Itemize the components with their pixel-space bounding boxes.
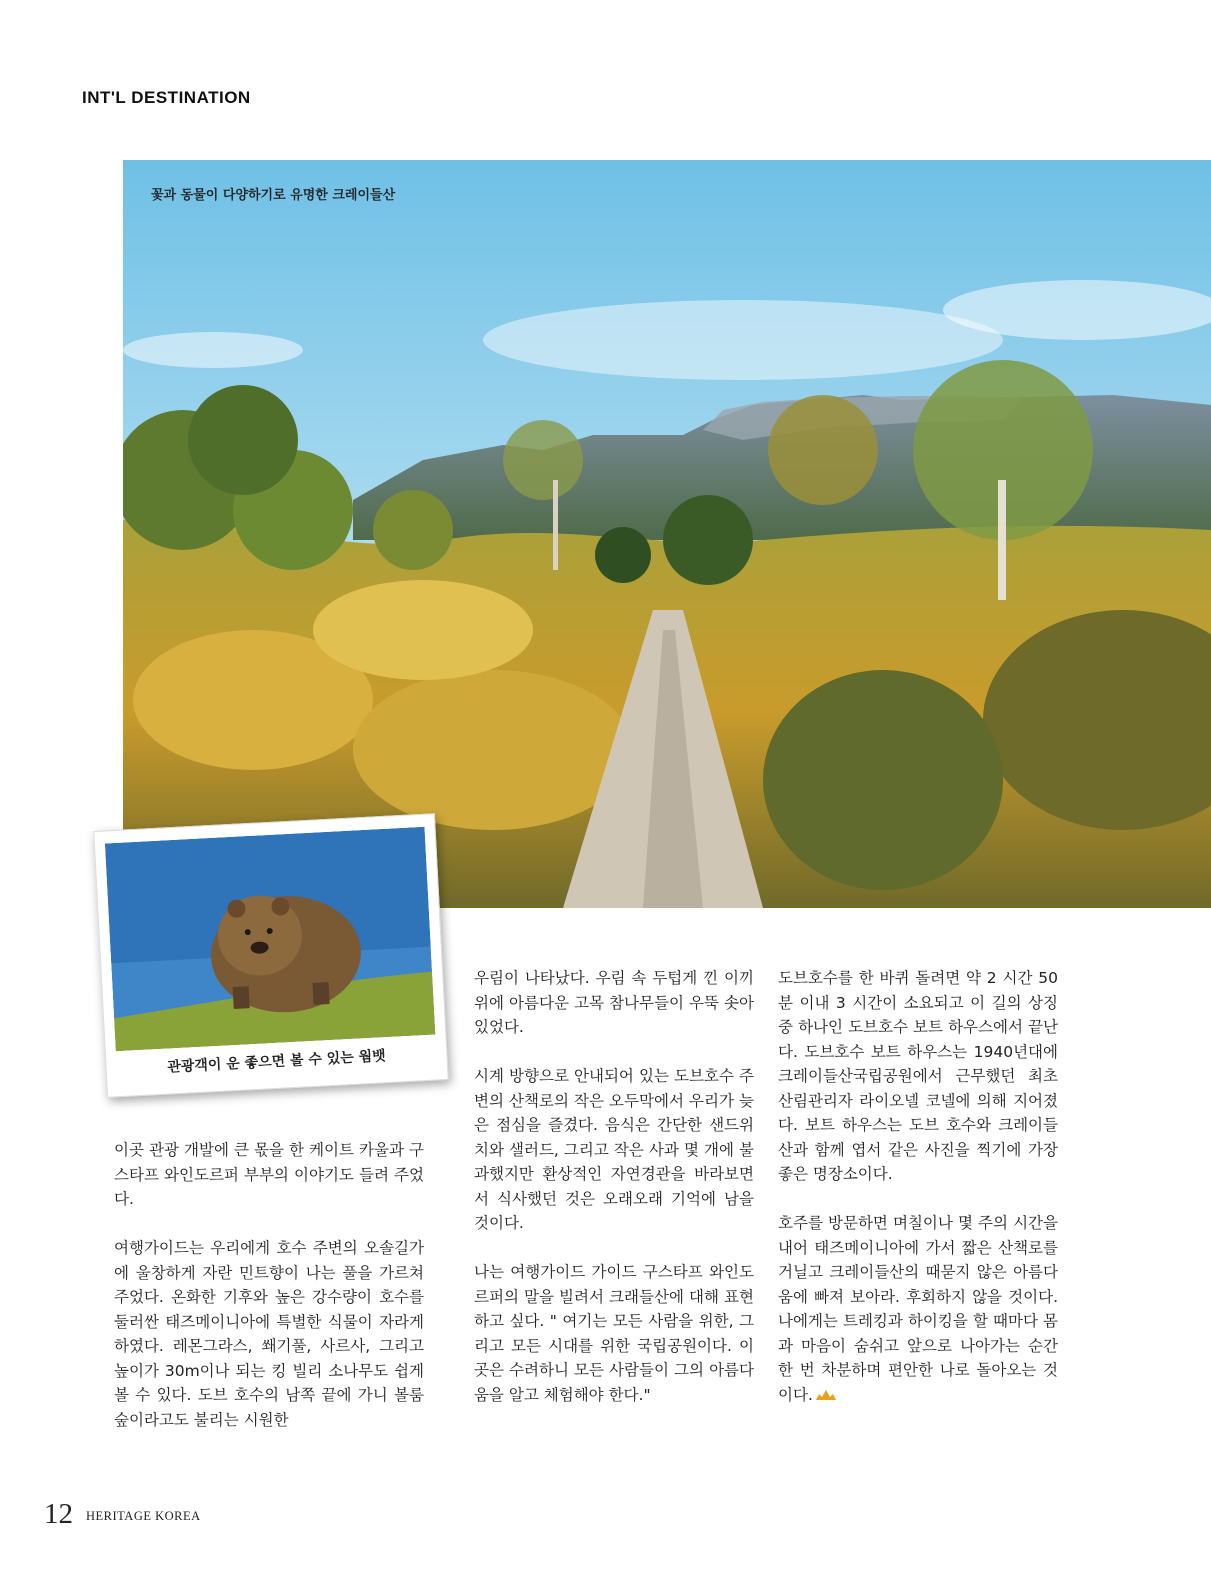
paragraph-final <box>778 1211 1058 1407</box>
wombat-caption: 관광객이 운 좋으면 볼 수 있는 웜뱃 <box>167 1048 387 1076</box>
section-label: INT'L DESTINATION <box>82 88 251 107</box>
article-column-2 <box>474 966 754 1432</box>
end-mark-icon <box>815 1389 837 1401</box>
hero-landscape-image <box>123 160 1211 908</box>
wombat-image <box>105 827 435 1051</box>
paragraph: 이곳 관광 개발에 큰 몫을 한 케이트 카울과 구스타프 와인도르퍼 부부의 이야기도 들려 주었다. <box>114 1141 424 1208</box>
wombat-polaroid <box>93 813 449 1098</box>
article-column-3 <box>778 966 1058 1432</box>
hero-caption: 꽃과 동물이 다양하기로 유명한 크레이들산 <box>151 188 396 203</box>
paragraph: 시계 방향으로 안내되어 있는 도브호수 주변의 산책로의 작은 오두막에서 우리가 늦은 점심을 즐겼다. 음식은 간단한 샌드위치와 샐러드, 그리고 작은 사과 몇 개에 불과했지만 환상적인 자연경관을 바라보면서 식사했던 것은 오래오래 기억에 남을 것이다. <box>474 1067 754 1232</box>
paragraph: 우림이 나타났다. 우림 속 두텁게 낀 이끼 위에 아름다운 고목 참나무들이 우뚝 솟아 있었다. <box>474 969 754 1036</box>
paragraph: 도브호수를 한 바퀴 돌려면 약 2 시간 50분 이내 3 시간이 소요되고 이 길의 상징 중 하나인 도브호수 보트 하우스에서 끝난다. 도브호수 보트 하우스는 1940년대에 크레이들산국립공원에서 근무했던 최초 산림관리자 라이오넬 코넬에 의해 지어졌다. 보트 하우스는 도브 호수와 크레이들산과 함께 엽서 같은 사진을 찍기에 가장 좋은 명장소이다. <box>778 969 1058 1183</box>
wombat-photo <box>105 827 435 1051</box>
paragraph-text: 호주를 방문하면 며칠이나 몇 주의 시간을 내어 태즈메이니아에 가서 짧은 산책로를 거닐고 크레이들산의 때묻지 않은 아름다움에 빠져 보아라. 후회하지 않을 것이다. 나에게는 트레킹과 하이킹을 할 때마다 몸과 마음이 숨쉬고 앞으로 나아가는 순간 한 번 차분하며 편안한 나로 돌아오는 것이다. <box>778 1214 1058 1404</box>
page-number: 12 <box>44 1498 73 1530</box>
magazine-name: HERITAGE KOREA <box>86 1509 201 1523</box>
article-column-1 <box>114 1138 424 1457</box>
paragraph: 여행가이드는 우리에게 호수 주변의 오솔길가에 울창하게 자란 민트향이 나는 풀을 가르쳐 주었다. 온화한 기후와 높은 강수량이 호수를 둘러싼 태즈메이니아에 특별한 식물이 자라게 하였다. 레몬그라스, 쐐기풀, 사르사, 그리고 높이가 30m이나 되는 킹 빌리 소나무도 쉽게 볼 수 있다. 도브 호수의 남쪽 끝에 가니 볼룸 숲이라고도 불리는 시원한 <box>114 1239 424 1429</box>
paragraph: 나는 여행가이드 가이드 구스타프 와인도르퍼의 말을 빌려서 크래들산에 대해 표현하고 싶다. " 여기는 모든 사람을 위한, 그리고 모든 시대를 위한 국립공원이다. 이곳은 수려하니 모든 사람들이 그의 아름다움을 알고 체험해야 한다." <box>474 1263 754 1404</box>
hero-photo <box>123 160 1211 908</box>
